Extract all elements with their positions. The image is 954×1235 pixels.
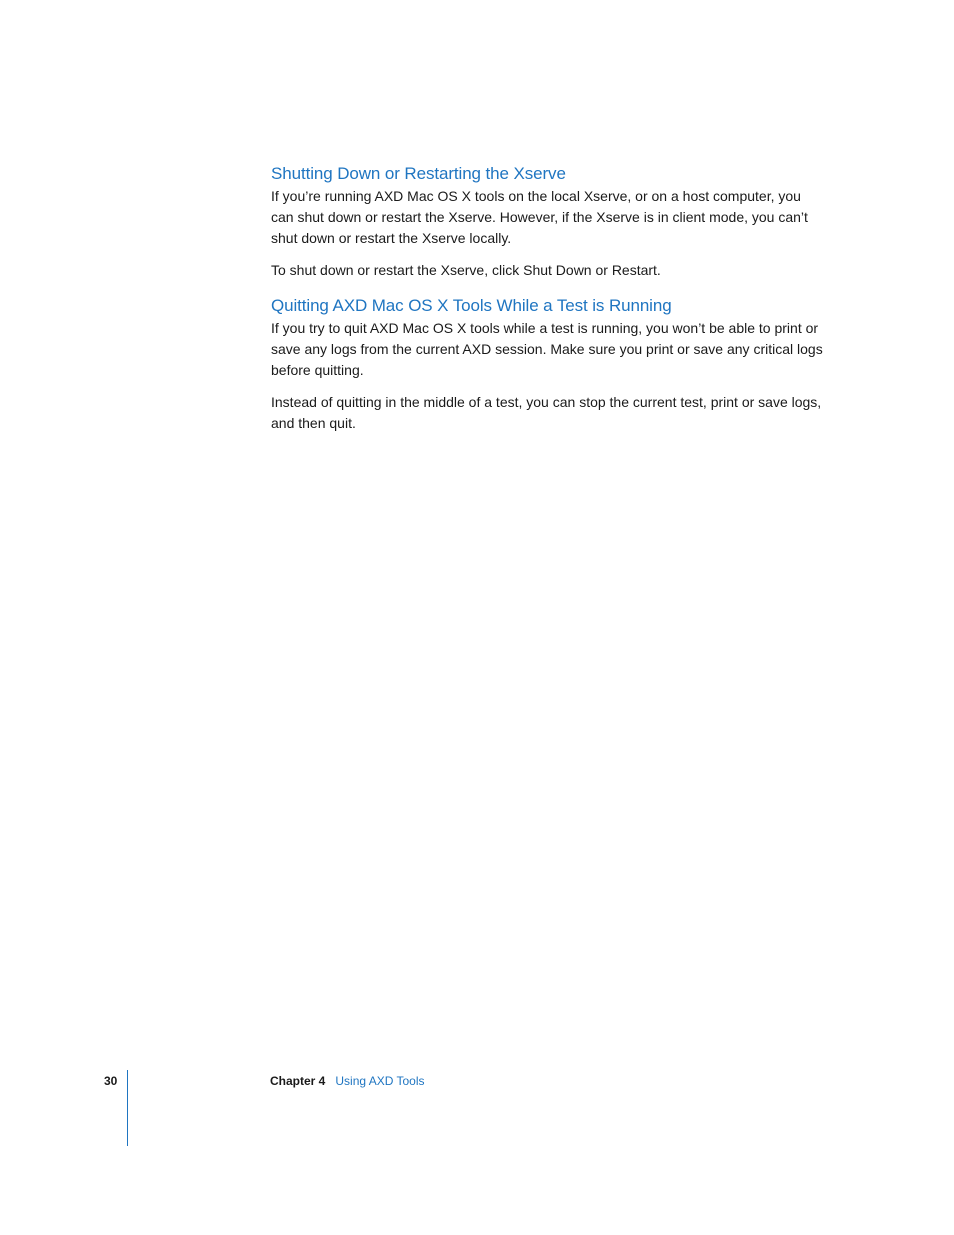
paragraph: If you’re running AXD Mac OS X tools on the local Xserve, or on a host computer, you can shut down or restart the Xserve. However, if the Xserve is in client mode, you can’t shut down or restart the Xserve locally.: [271, 188, 808, 246]
chapter-label: Chapter 4: [270, 1074, 326, 1088]
section-quitting: [271, 294, 826, 434]
paragraph: To shut down or restart the Xserve, click Shut Down or Restart.: [271, 262, 661, 278]
paragraph: Instead of quitting in the middle of a test, you can stop the current test, print or save logs, and then quit.: [271, 394, 822, 431]
section-shutting-down: [271, 162, 826, 281]
footer-divider: [127, 1070, 128, 1146]
section-heading: Shutting Down or Restarting the Xserve: [271, 164, 566, 183]
page-number: 30: [104, 1074, 118, 1088]
section-heading: Quitting AXD Mac OS X Tools While a Test is Running: [271, 296, 672, 315]
chapter-title: Using AXD Tools: [335, 1074, 425, 1088]
footer-chapter: [270, 1073, 425, 1089]
page-content: [271, 162, 826, 434]
paragraph: If you try to quit AXD Mac OS X tools while a test is running, you won’t be able to print or save any logs from the current AXD session. Make sure you print or save any critical logs before quitting.: [271, 320, 823, 378]
